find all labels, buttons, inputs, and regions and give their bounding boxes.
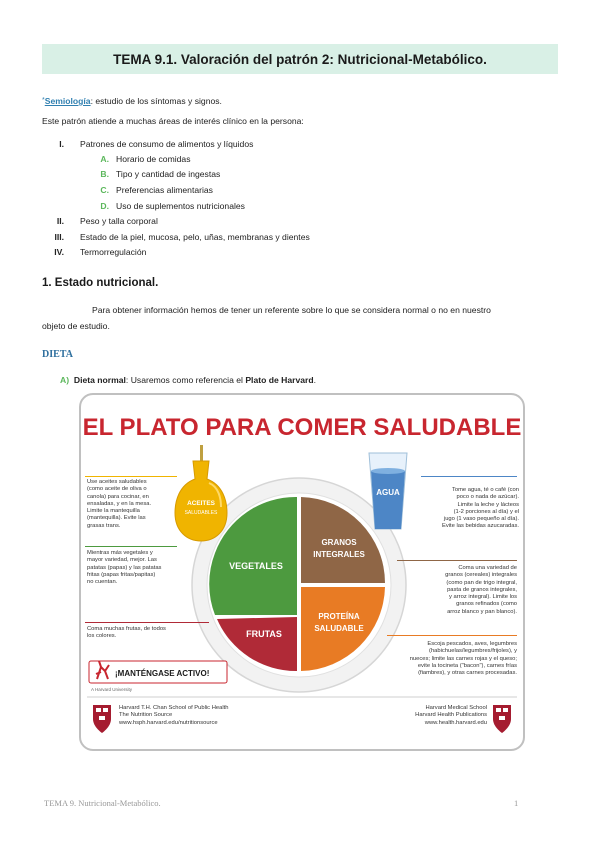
water-glass-icon [369, 453, 407, 529]
section-paragraph-cont: objeto de estudio. [42, 321, 110, 331]
protein-label-2: SALUDABLE [314, 624, 364, 633]
section-paragraph: Para obtener información hemos de tener un referente sobre lo que se considera normal o no en nuestro [92, 305, 491, 315]
veg-annotation: Mientras más vegetales y mayor variedad, mejor. Las patatas (papas) y las patatas fritas (papas fritas/papitas) no cuentan. [87, 550, 162, 586]
page-number: 1 [514, 798, 519, 808]
grain-label-2: INTEGRALES [313, 550, 365, 559]
outline-num: IV. [54, 247, 64, 257]
protein-divider [387, 635, 517, 636]
outline-item: Peso y talla corporal [80, 216, 158, 226]
water-annotation: Tome agua, té o café (con poco o nada de azúcar). Limite la leche y lácteos (1-2 porciones al día) y el jugo (1 vaso pequeño al día). Evite las bebidas azucaradas. [441, 487, 519, 530]
grain-divider [397, 560, 517, 561]
asterisk: * [42, 97, 45, 104]
outline-subitem: Horario de comidas [116, 154, 191, 164]
diet-item-bold: Dieta normal [73, 375, 126, 385]
oil-label-2: SALUDABLES [184, 510, 218, 516]
outline-item: Termorregulación [80, 247, 147, 257]
grain-label-1: GRANOS [321, 538, 357, 547]
diet-item-mid: : Usaremos como referencia el [125, 375, 246, 385]
outline-num: I. [59, 139, 64, 149]
outline-letter: C. [100, 185, 109, 195]
fruit-annotation: Coma muchas frutas, de todos los colores. [87, 626, 166, 640]
fruit-label: FRUTAS [246, 629, 282, 639]
section-heading: 1. Estado nutricional. [42, 277, 159, 289]
plate-heading: EL PLATO PARA COMER SALUDABLE [82, 414, 522, 441]
outline-subitem: Tipo y cantidad de ingestas [116, 169, 221, 179]
harvard-shield-right-icon [493, 705, 511, 733]
oil-bottle-icon [175, 445, 227, 541]
outline-item: Estado de la piel, mucosa, pelo, uñas, membranas y dientes [80, 232, 310, 242]
outline-letter: B. [100, 169, 109, 179]
veg-label: VEGETALES [229, 561, 283, 571]
page-title: TEMA 9.1. Valoración del patrón 2: Nutricional-Metabólico. [113, 51, 487, 67]
fruit-divider [85, 622, 209, 623]
oil-label-1: ACEITES [187, 500, 215, 507]
diet-item [60, 374, 316, 386]
oil-annotation: Use aceites saludables (como aceite de oliva o canola) para cocinar, en ensaladas, y en la mesa. Limite la mantequilla (mantequilla). Evite las grasas trans. [87, 479, 152, 529]
dieta-heading: DIETA [42, 349, 73, 360]
definition-text: : estudio de los síntomas y signos. [90, 96, 222, 106]
outline-letter: D. [100, 201, 109, 211]
outline-num: II. [56, 216, 64, 226]
intro-text: Este patrón atiende a muchas áreas de interés clínico en la persona: [42, 116, 304, 126]
diet-item-bold2: Plato de Harvard [245, 375, 314, 385]
definition-line [42, 95, 222, 107]
water-label: AGUA [376, 488, 400, 497]
diet-item-letter: A) [60, 375, 70, 385]
page-footer-title: TEMA 9. Nutricional-Metabólico. [44, 798, 161, 808]
active-label: ¡MANTÉNGASE ACTIVO! [115, 669, 210, 678]
oil-divider [85, 476, 177, 477]
grain-annotation: Coma una variedad de granos (cereales) integrales (como pan de trigo integral, pasta de granos integrales, y arroz integral). Limite los granos refinados (como arroz blanco y pan blanco). [445, 565, 517, 615]
credits-right: Harvard Medical School Harvard Health Publications www.health.harvard.edu [415, 705, 487, 726]
outline-num: III. [54, 232, 64, 242]
brand-small: A Harvard University [91, 687, 133, 692]
active-banner [89, 661, 227, 692]
outline-letter: A. [100, 154, 109, 164]
outline-item: Patrones de consumo de alimentos y líquidos [80, 139, 254, 149]
protein-label-1: PROTEÍNA [318, 612, 360, 621]
healthy-plate-figure [79, 393, 525, 751]
water-divider [421, 476, 517, 477]
outline-subitem: Preferencias alimentarias [116, 185, 213, 195]
harvard-shield-left-icon [93, 705, 111, 733]
semiologia-link[interactable]: Semiología [44, 96, 91, 106]
outline-subitem: Uso de suplementos nutricionales [116, 201, 245, 211]
diet-item-end: . [313, 375, 317, 385]
protein-annotation: Escoja pescados, aves, legumbres (habichuelas/legumbres/frijoles), y nueces; limite las carnes rojas y el queso; evite la tocineta ("bacon"), carnes frías (fiambres), y otras carnes procesadas. [409, 641, 517, 677]
credits-left: Harvard T.H. Chan School of Public Health The Nutrition Source www.hsph.harvard.edu/nutritionsource [119, 705, 229, 726]
veg-divider [85, 546, 177, 547]
title-band [42, 44, 558, 74]
